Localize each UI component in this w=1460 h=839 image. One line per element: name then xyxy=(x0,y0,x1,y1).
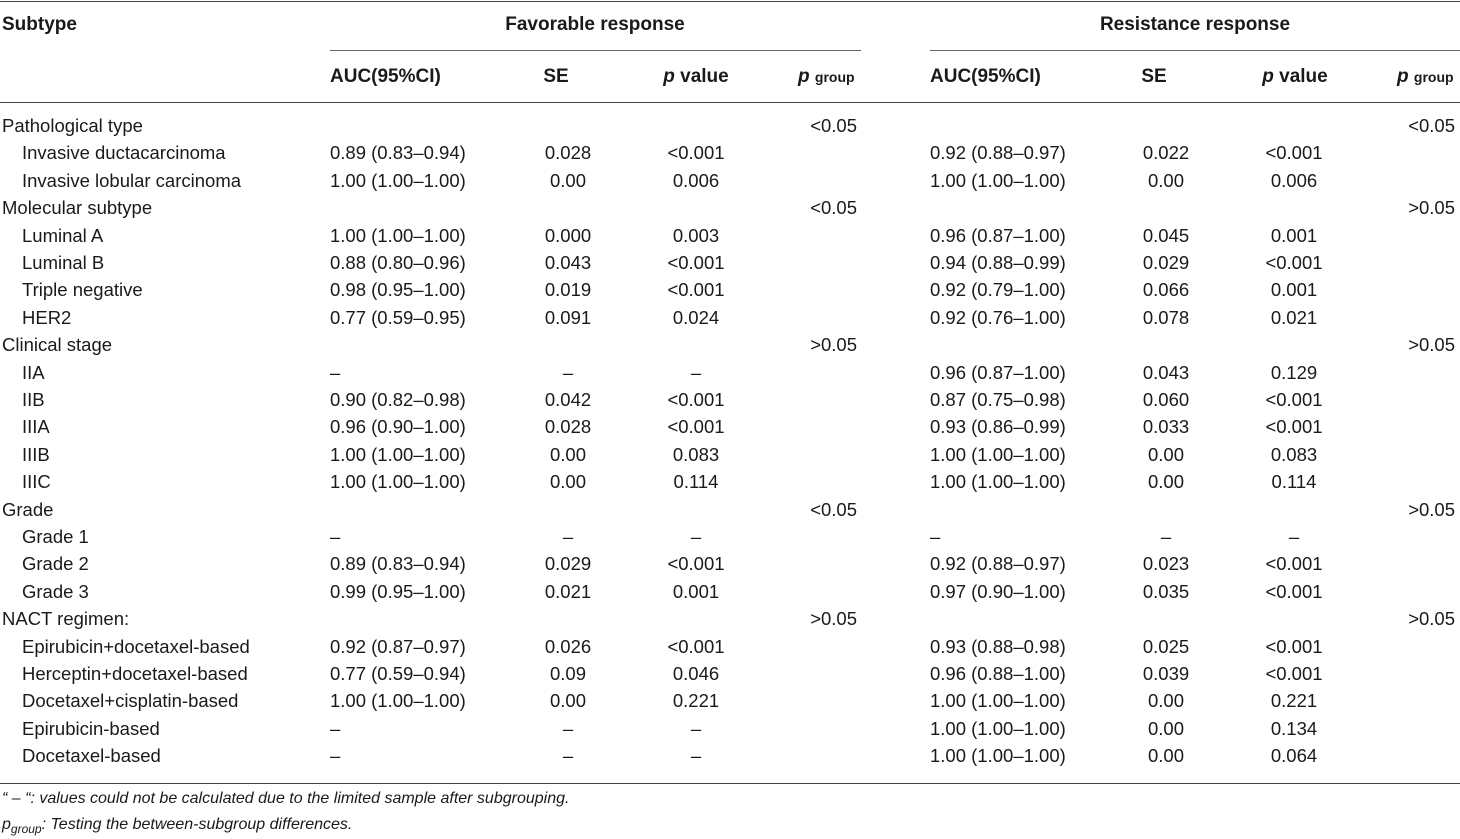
header-res-pgroup xyxy=(1397,66,1454,88)
res-se-cell: 0.029 xyxy=(1142,252,1190,273)
fav-pvalue-cell: <0.001 xyxy=(667,252,725,273)
fav-pvalue-cell: 0.083 xyxy=(672,443,720,465)
fav-pgroup-cell: <0.05 xyxy=(810,115,857,136)
res-auc-cell: 1.00 (1.00–1.00) xyxy=(930,169,1066,191)
res-auc-cell: 0.96 (0.87–1.00) xyxy=(930,361,1066,383)
header-res-auc: AUC(95%CI) xyxy=(930,66,1041,87)
table-row xyxy=(0,523,1460,550)
fav-se-cell: 0.028 xyxy=(544,416,592,438)
res-auc-cell: – xyxy=(930,526,941,547)
res-se-cell: 0.00 xyxy=(1147,443,1185,465)
table-row xyxy=(0,660,1460,687)
res-auc-cell: 1.00 (1.00–1.00) xyxy=(930,690,1066,712)
res-se-cell: 0.00 xyxy=(1147,745,1185,767)
group-row xyxy=(0,112,1460,139)
fav-se-cell: 0.09 xyxy=(549,663,587,684)
res-se-cell: 0.00 xyxy=(1147,471,1185,493)
res-auc-cell: 0.92 (0.76–1.00) xyxy=(930,306,1066,328)
row-label: Epirubicin+docetaxel-based xyxy=(22,635,250,657)
fav-auc-cell: 0.90 (0.82–0.98) xyxy=(330,389,466,410)
res-pvalue-cell: <0.001 xyxy=(1265,663,1323,684)
table-row xyxy=(0,413,1460,440)
row-label: Grade 3 xyxy=(22,580,89,602)
top-rule xyxy=(0,1,1460,2)
footnote-pgroup xyxy=(2,816,352,836)
header-favorable-response: Favorable response xyxy=(505,14,685,35)
row-label: Herceptin+docetaxel-based xyxy=(22,663,248,684)
res-pgroup-cell: >0.05 xyxy=(1408,197,1455,219)
res-pgroup-cell: >0.05 xyxy=(1408,334,1455,356)
fav-se-cell: 0.00 xyxy=(549,443,587,465)
fav-auc-cell: 1.00 (1.00–1.00) xyxy=(330,224,466,246)
table-row xyxy=(0,633,1460,660)
res-pvalue-cell: <0.001 xyxy=(1265,580,1323,602)
header-res-se: SE xyxy=(1141,66,1167,87)
row-label: IIA xyxy=(22,361,45,383)
fav-se-cell: 0.028 xyxy=(544,142,592,164)
table-row xyxy=(0,304,1460,331)
fav-pvalue-cell: <0.001 xyxy=(667,416,725,438)
table-row xyxy=(0,550,1460,577)
res-pvalue-cell: <0.001 xyxy=(1265,635,1323,657)
fav-auc-cell: 1.00 (1.00–1.00) xyxy=(330,690,466,712)
fav-auc-cell: 0.98 (0.95–1.00) xyxy=(330,279,466,301)
table-row xyxy=(0,715,1460,742)
res-se-cell: 0.00 xyxy=(1147,690,1185,712)
header-rule xyxy=(0,102,1460,103)
res-pgroup-cell: <0.05 xyxy=(1408,115,1455,136)
res-pgroup-cell: >0.05 xyxy=(1408,498,1455,520)
header-res-value-word: value xyxy=(1279,66,1328,87)
res-se-cell: – xyxy=(1160,526,1172,547)
header-fav-auc: AUC(95%CI) xyxy=(330,66,441,87)
fav-pvalue-cell: <0.001 xyxy=(667,389,725,410)
fav-auc-cell: 0.88 (0.80–0.96) xyxy=(330,252,466,273)
fav-se-cell: 0.019 xyxy=(544,279,592,301)
header-res-pgroup-sub: group xyxy=(1413,69,1454,85)
fav-se-cell: – xyxy=(562,526,574,547)
res-pvalue-cell: 0.114 xyxy=(1271,471,1317,493)
group-label: Clinical stage xyxy=(2,334,113,356)
footnote-pgroup-letter: p xyxy=(2,816,11,833)
table-row xyxy=(0,167,1460,194)
fav-pvalue-cell: <0.001 xyxy=(667,142,725,164)
res-pvalue-cell: <0.001 xyxy=(1265,252,1323,273)
res-se-cell: 0.035 xyxy=(1142,580,1190,602)
res-se-cell: 0.00 xyxy=(1147,169,1185,191)
fav-auc-cell: 0.77 (0.59–0.94) xyxy=(330,663,466,684)
header-subtype: Subtype xyxy=(2,14,77,35)
fav-pvalue-cell: 0.003 xyxy=(672,224,720,246)
table-row xyxy=(0,578,1460,605)
row-label: Luminal A xyxy=(22,224,104,246)
res-auc-cell: 0.92 (0.88–0.97) xyxy=(930,553,1066,575)
res-pvalue-cell: 0.083 xyxy=(1270,443,1318,465)
res-auc-cell: 0.87 (0.75–0.98) xyxy=(930,389,1066,410)
header-res-pgroup-letter: p xyxy=(1397,66,1409,87)
fav-se-cell: – xyxy=(562,717,574,739)
fav-se-cell: 0.00 xyxy=(549,169,587,191)
fav-auc-cell: 0.77 (0.59–0.95) xyxy=(330,306,466,328)
res-pvalue-cell: 0.129 xyxy=(1270,361,1318,383)
res-pvalue-cell: 0.001 xyxy=(1270,279,1318,301)
fav-se-cell: 0.029 xyxy=(544,553,592,575)
res-auc-cell: 0.94 (0.88–0.99) xyxy=(930,252,1066,273)
header-fav-se: SE xyxy=(543,66,569,87)
table-row xyxy=(0,222,1460,249)
fav-pgroup-cell: <0.05 xyxy=(810,498,857,520)
row-label: Luminal B xyxy=(22,252,105,273)
row-label: Grade 2 xyxy=(22,553,89,575)
fav-se-cell: 0.042 xyxy=(544,389,592,410)
fav-pvalue-cell: 0.024 xyxy=(672,306,720,328)
res-pvalue-cell: <0.001 xyxy=(1265,142,1323,164)
fav-auc-cell: 0.92 (0.87–0.97) xyxy=(330,635,466,657)
header-fav-value-word: value xyxy=(680,66,729,87)
res-pvalue-cell: 0.064 xyxy=(1270,745,1318,767)
header-fav-pgroup-sub: group xyxy=(814,69,855,85)
fav-auc-cell: 0.99 (0.95–1.00) xyxy=(330,580,466,602)
res-pvalue-cell: 0.021 xyxy=(1270,306,1318,328)
fav-auc-cell: – xyxy=(330,526,341,547)
table-row xyxy=(0,468,1460,495)
fav-pgroup-cell: <0.05 xyxy=(810,197,857,219)
table-row xyxy=(0,687,1460,714)
res-se-cell: 0.045 xyxy=(1142,224,1190,246)
fav-auc-cell: 0.89 (0.83–0.94) xyxy=(330,553,466,575)
res-auc-cell: 0.97 (0.90–1.00) xyxy=(930,580,1066,602)
row-label: IIIC xyxy=(22,471,51,493)
group-label: NACT regimen: xyxy=(2,608,130,630)
fav-pvalue-cell: 0.114 xyxy=(673,471,719,493)
res-auc-cell: 0.96 (0.88–1.00) xyxy=(930,663,1066,684)
header-resistance-response: Resistance response xyxy=(1099,14,1291,35)
res-auc-cell: 0.96 (0.87–1.00) xyxy=(930,224,1066,246)
res-se-cell: 0.066 xyxy=(1142,279,1190,301)
fav-auc-cell: 1.00 (1.00–1.00) xyxy=(330,443,466,465)
row-label: Grade 1 xyxy=(22,526,89,547)
fav-se-cell: 0.021 xyxy=(544,580,592,602)
fav-pvalue-cell: – xyxy=(690,526,702,547)
res-se-cell: 0.060 xyxy=(1142,389,1190,410)
fav-pgroup-cell: >0.05 xyxy=(810,608,857,630)
fav-auc-cell: 0.96 (0.90–1.00) xyxy=(330,416,466,438)
res-auc-cell: 1.00 (1.00–1.00) xyxy=(930,471,1066,493)
fav-pvalue-cell: <0.001 xyxy=(667,635,725,657)
footnote-missing-values: “ – “: values could not be calculated due to the limited sample after subgrouping. xyxy=(2,790,570,807)
fav-se-cell: 0.000 xyxy=(544,224,592,246)
fav-pvalue-cell: 0.006 xyxy=(672,169,720,191)
table-row xyxy=(0,139,1460,166)
fav-se-cell: 0.091 xyxy=(544,306,592,328)
fav-se-cell: 0.00 xyxy=(549,690,587,712)
fav-se-cell: 0.00 xyxy=(549,471,587,493)
fav-pvalue-cell: – xyxy=(690,745,702,767)
group-label: Grade xyxy=(2,498,54,520)
fav-pvalue-cell: 0.046 xyxy=(672,663,720,684)
res-auc-cell: 1.00 (1.00–1.00) xyxy=(930,717,1066,739)
res-se-cell: 0.022 xyxy=(1142,142,1190,164)
footnote-pgroup-sub: group xyxy=(10,822,42,837)
row-label: Invasive lobular carcinoma xyxy=(22,169,242,191)
res-se-cell: 0.078 xyxy=(1142,306,1190,328)
group-row xyxy=(0,605,1460,632)
table-row xyxy=(0,742,1460,769)
res-auc-cell: 0.92 (0.79–1.00) xyxy=(930,279,1066,301)
res-pvalue-cell: 0.221 xyxy=(1270,690,1318,712)
header-fav-pvalue xyxy=(663,66,728,88)
fav-se-cell: – xyxy=(562,361,574,383)
fav-se-cell: 0.043 xyxy=(544,252,592,273)
res-pvalue-cell: – xyxy=(1288,526,1300,547)
table-row xyxy=(0,359,1460,386)
row-label: IIIA xyxy=(22,416,50,438)
fav-auc-cell: – xyxy=(330,745,341,767)
fav-auc-cell: 1.00 (1.00–1.00) xyxy=(330,169,466,191)
fav-auc-cell: – xyxy=(330,361,341,383)
table-row xyxy=(0,276,1460,303)
table-row xyxy=(0,249,1460,276)
fav-se-cell: – xyxy=(562,745,574,767)
fav-pvalue-cell: <0.001 xyxy=(667,553,725,575)
row-label: Epirubicin-based xyxy=(22,717,160,739)
res-auc-cell: 1.00 (1.00–1.00) xyxy=(930,443,1066,465)
fav-pvalue-cell: – xyxy=(690,361,702,383)
res-se-cell: 0.043 xyxy=(1142,361,1190,383)
res-pvalue-cell: 0.134 xyxy=(1270,717,1318,739)
row-label: Docetaxel+cisplatin-based xyxy=(22,690,239,712)
group-label: Molecular subtype xyxy=(2,197,153,219)
row-label: IIIB xyxy=(22,443,50,465)
res-pvalue-cell: <0.001 xyxy=(1265,389,1323,410)
fav-auc-cell: 0.89 (0.83–0.94) xyxy=(330,142,466,164)
res-pvalue-cell: <0.001 xyxy=(1265,553,1323,575)
res-pvalue-cell: 0.006 xyxy=(1270,169,1318,191)
fav-pvalue-cell: <0.001 xyxy=(667,279,725,301)
fav-auc-cell: – xyxy=(330,717,341,739)
bottom-rule xyxy=(0,783,1460,784)
row-label: HER2 xyxy=(22,306,72,328)
header-fav-p-letter: p xyxy=(663,66,675,87)
group-label: Pathological type xyxy=(2,115,143,136)
footnote-pgroup-text: : Testing the between-subgroup differences. xyxy=(41,816,353,833)
res-se-cell: 0.025 xyxy=(1142,635,1190,657)
row-label: Invasive ductacarcinoma xyxy=(22,142,226,164)
row-label: Docetaxel-based xyxy=(22,745,161,767)
row-label: IIB xyxy=(22,389,45,410)
header-fav-pgroup-letter: p xyxy=(798,66,810,87)
table-row xyxy=(0,386,1460,413)
res-auc-cell: 1.00 (1.00–1.00) xyxy=(930,745,1066,767)
group-row xyxy=(0,496,1460,523)
res-pvalue-cell: <0.001 xyxy=(1265,416,1323,438)
table-row xyxy=(0,441,1460,468)
res-se-cell: 0.00 xyxy=(1147,717,1185,739)
fav-pvalue-cell: 0.221 xyxy=(672,690,720,712)
res-pgroup-cell: >0.05 xyxy=(1408,608,1455,630)
res-pvalue-cell: 0.001 xyxy=(1270,224,1318,246)
fav-se-cell: 0.026 xyxy=(544,635,592,657)
res-se-cell: 0.039 xyxy=(1142,663,1190,684)
fav-pvalue-cell: 0.001 xyxy=(672,580,720,602)
fav-pgroup-cell: >0.05 xyxy=(810,334,857,356)
resistance-underline xyxy=(930,50,1460,51)
group-row xyxy=(0,331,1460,358)
row-label: Triple negative xyxy=(22,279,143,301)
fav-pvalue-cell: – xyxy=(690,717,702,739)
res-auc-cell: 0.92 (0.88–0.97) xyxy=(930,142,1066,164)
header-res-p-letter: p xyxy=(1262,66,1274,87)
group-row xyxy=(0,194,1460,221)
res-auc-cell: 0.93 (0.86–0.99) xyxy=(930,416,1066,438)
header-fav-pgroup xyxy=(798,66,855,88)
favorable-underline xyxy=(330,50,861,51)
res-se-cell: 0.033 xyxy=(1142,416,1190,438)
header-res-pvalue xyxy=(1262,66,1327,88)
res-se-cell: 0.023 xyxy=(1142,553,1190,575)
res-auc-cell: 0.93 (0.88–0.98) xyxy=(930,635,1066,657)
fav-auc-cell: 1.00 (1.00–1.00) xyxy=(330,471,466,493)
